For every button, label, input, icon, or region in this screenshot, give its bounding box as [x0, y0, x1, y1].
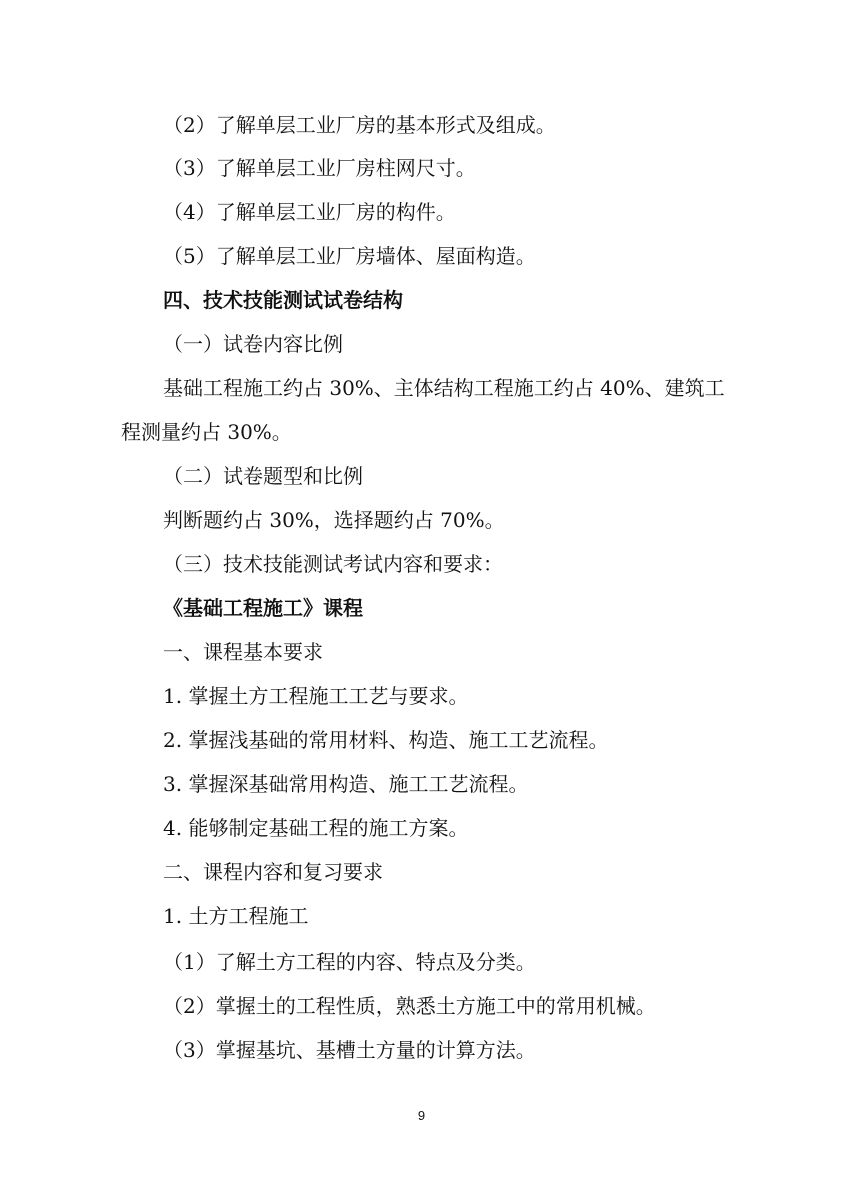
text-line: 程测量约占 30%。: [121, 420, 292, 444]
text-line: 判断题约占 30%，选择题约占 70%。: [163, 508, 505, 532]
text-line: （三）技术技能测试考试内容和要求：: [163, 552, 503, 576]
text-line: （3）掌握基坑、基槽土方量的计算方法。: [163, 1038, 536, 1062]
text-line: 2. 掌握浅基础的常用材料、构造、施工工艺流程。: [163, 728, 609, 752]
text-line: （1）了解土方工程的内容、特点及分类。: [163, 950, 536, 974]
page-number: 9: [417, 1108, 426, 1123]
text-line: （2）了解单层工业厂房的基本形式及组成。: [163, 113, 556, 137]
text-line: 4. 能够制定基础工程的施工方案。: [163, 816, 469, 840]
text-line: （5）了解单层工业厂房墙体、屋面构造。: [163, 244, 536, 268]
text-line: （2）掌握土的工程性质，熟悉土方施工中的常用机械。: [163, 994, 656, 1018]
text-line: 基础工程施工约占 30%、主体结构工程施工约占 40%、建筑工: [163, 376, 725, 400]
text-line: （4）了解单层工业厂房的构件。: [163, 200, 456, 224]
text-line: （一）试卷内容比例: [163, 332, 343, 356]
text-line: 一、课程基本要求: [163, 640, 323, 664]
text-line: 3. 掌握深基础常用构造、施工工艺流程。: [163, 772, 529, 796]
text-line: 1. 土方工程施工: [163, 904, 309, 928]
text-line: （3）了解单层工业厂房柱网尺寸。: [163, 156, 476, 180]
text-line: （二）试卷题型和比例: [163, 464, 363, 488]
text-line: 1. 掌握土方工程施工工艺与要求。: [163, 684, 469, 708]
section-heading: 四、技术技能测试试卷结构: [163, 288, 403, 312]
course-title: 《基础工程施工》课程: [163, 596, 363, 620]
text-line: 二、课程内容和复习要求: [163, 860, 383, 884]
